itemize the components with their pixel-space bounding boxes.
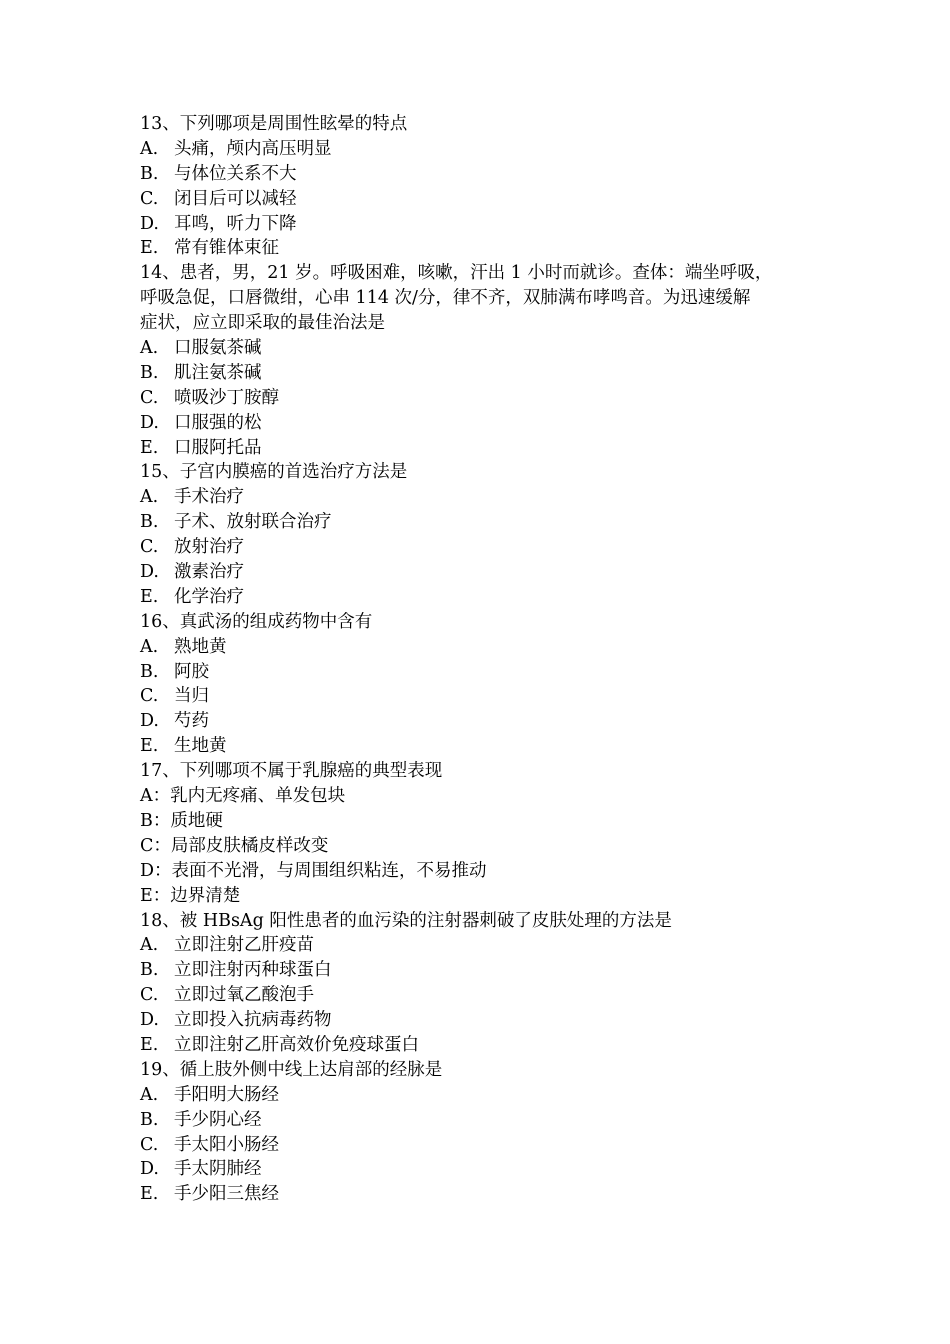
option-text: 立即过氧乙酸泡手 bbox=[174, 985, 314, 1006]
question-block bbox=[140, 460, 820, 609]
answer-option bbox=[140, 734, 820, 759]
option-text: 立即注射丙种球蛋白 bbox=[174, 960, 332, 981]
option-text: 立即注射乙肝高效价免疫球蛋白 bbox=[174, 1034, 419, 1055]
answer-option bbox=[140, 834, 820, 859]
answer-option bbox=[140, 933, 820, 958]
option-text: 口服阿托品 bbox=[174, 437, 262, 458]
option-text: 肌注氨茶碱 bbox=[174, 362, 262, 383]
option-letter: B. bbox=[140, 362, 159, 383]
answer-option bbox=[140, 485, 820, 510]
option-text: 手太阴肺经 bbox=[174, 1159, 262, 1180]
answer-option bbox=[140, 635, 820, 660]
question-block bbox=[140, 759, 820, 908]
option-letter: C. bbox=[140, 985, 159, 1006]
option-letter: B. bbox=[140, 1109, 159, 1130]
answer-option bbox=[140, 137, 820, 162]
answer-option bbox=[140, 784, 820, 809]
answer-option bbox=[140, 411, 820, 436]
option-text: 质地硬 bbox=[170, 810, 223, 831]
option-letter: A. bbox=[140, 1084, 159, 1105]
option-letter: E. bbox=[140, 586, 159, 607]
answer-option bbox=[140, 958, 820, 983]
question-stem-line: 症状，应立即采取的最佳治法是 bbox=[140, 313, 385, 334]
option-letter: B. bbox=[140, 163, 159, 184]
option-letter: B. bbox=[140, 960, 159, 981]
option-text: 子术、放射联合治疗 bbox=[174, 512, 332, 533]
option-text: 阿胶 bbox=[174, 661, 209, 682]
option-text: 表面不光滑，与周围组织粘连，不易推动 bbox=[171, 860, 487, 881]
option-letter: D： bbox=[140, 860, 172, 881]
option-text: 手术治疗 bbox=[174, 487, 244, 508]
option-text: 手太阳小肠经 bbox=[174, 1134, 279, 1155]
answer-option bbox=[140, 684, 820, 709]
option-text: 与体位关系不大 bbox=[174, 163, 297, 184]
question-block bbox=[140, 1058, 820, 1207]
answer-option bbox=[140, 1033, 820, 1058]
answer-option bbox=[140, 1083, 820, 1108]
option-text: 耳鸣，听力下降 bbox=[174, 213, 297, 234]
option-letter: A： bbox=[140, 786, 171, 807]
answer-option bbox=[140, 560, 820, 585]
answer-option bbox=[140, 884, 820, 909]
answer-option bbox=[140, 660, 820, 685]
option-letter: A. bbox=[140, 338, 159, 359]
answer-option bbox=[140, 1133, 820, 1158]
answer-option bbox=[140, 212, 820, 237]
option-letter: E. bbox=[140, 1184, 159, 1205]
option-text: 口服强的松 bbox=[174, 412, 262, 433]
option-letter: D. bbox=[140, 412, 159, 433]
answer-option bbox=[140, 236, 820, 261]
answer-option bbox=[140, 983, 820, 1008]
option-letter: D. bbox=[140, 1159, 159, 1180]
option-text: 边界清楚 bbox=[170, 885, 241, 906]
option-letter: E. bbox=[140, 736, 159, 757]
option-text: 局部皮肤橘皮样改变 bbox=[170, 835, 329, 856]
option-letter: C. bbox=[140, 537, 159, 558]
answer-option bbox=[140, 336, 820, 361]
answer-option bbox=[140, 859, 820, 884]
question-block bbox=[140, 610, 820, 759]
option-letter: E： bbox=[140, 885, 171, 906]
option-letter: C. bbox=[140, 387, 159, 408]
option-text: 放射治疗 bbox=[174, 537, 244, 558]
option-letter: A. bbox=[140, 138, 159, 159]
answer-option bbox=[140, 510, 820, 535]
question-stem-line: 14、患者，男，21 岁。呼吸困难，咳嗽，汗出 1 小时而就诊。查体：端坐呼吸， bbox=[140, 263, 773, 284]
option-letter: C. bbox=[140, 1134, 159, 1155]
option-letter: A. bbox=[140, 935, 159, 956]
answer-option bbox=[140, 585, 820, 610]
option-letter: A. bbox=[140, 636, 159, 657]
question-stem-line: 19、循上肢外侧中线上达肩部的经脉是 bbox=[140, 1059, 443, 1080]
option-text: 熟地黄 bbox=[174, 636, 227, 657]
option-text: 手少阳三焦经 bbox=[174, 1184, 279, 1205]
answer-option bbox=[140, 162, 820, 187]
option-letter: E. bbox=[140, 1034, 159, 1055]
option-letter: E. bbox=[140, 437, 159, 458]
option-text: 口服氨茶碱 bbox=[174, 338, 262, 359]
question-stem-line: 呼吸急促，口唇微绀，心串 114 次/分，律不齐，双肺满布哮鸣音。为迅速缓解 bbox=[140, 288, 751, 309]
option-text: 喷吸沙丁胺醇 bbox=[174, 387, 279, 408]
option-letter: D. bbox=[140, 1010, 159, 1031]
option-text: 闭目后可以减轻 bbox=[174, 188, 297, 209]
option-text: 手少阴心经 bbox=[174, 1109, 262, 1130]
option-text: 生地黄 bbox=[174, 736, 227, 757]
document-page bbox=[140, 112, 820, 1207]
option-letter: D. bbox=[140, 213, 159, 234]
option-letter: D. bbox=[140, 562, 159, 583]
question-stem-line: 18、被 HBsAg 阳性患者的血污染的注射器刺破了皮肤处理的方法是 bbox=[140, 910, 672, 931]
question-stem-line: 16、真武汤的组成药物中含有 bbox=[140, 611, 373, 632]
question-stem-line: 17、下列哪项不属于乳腺癌的典型表现 bbox=[140, 761, 443, 782]
option-letter: C. bbox=[140, 188, 159, 209]
option-letter: C： bbox=[140, 835, 171, 856]
option-letter: B. bbox=[140, 512, 159, 533]
option-text: 常有锥体束征 bbox=[174, 238, 279, 259]
answer-option bbox=[140, 809, 820, 834]
question-stem-line: 13、下列哪项是周围性眩晕的特点 bbox=[140, 114, 408, 134]
option-text: 当归 bbox=[174, 686, 209, 707]
option-text: 化学治疗 bbox=[174, 586, 244, 607]
option-letter: D. bbox=[140, 711, 159, 732]
answer-option bbox=[140, 535, 820, 560]
option-letter: A. bbox=[140, 487, 159, 508]
option-text: 手阳明大肠经 bbox=[174, 1084, 279, 1105]
option-text: 立即投入抗病毒药物 bbox=[174, 1010, 332, 1031]
answer-option bbox=[140, 187, 820, 212]
answer-option bbox=[140, 709, 820, 734]
option-text: 乳内无疼痛、单发包块 bbox=[170, 786, 346, 807]
answer-option bbox=[140, 1157, 820, 1182]
answer-option bbox=[140, 1108, 820, 1133]
answer-option bbox=[140, 1182, 820, 1207]
question-stem-line: 15、子宫内膜癌的首选治疗方法是 bbox=[140, 462, 408, 483]
option-text: 头痛，颅内高压明显 bbox=[174, 138, 332, 159]
option-text: 芍药 bbox=[174, 711, 209, 732]
option-letter: B. bbox=[140, 661, 159, 682]
answer-option bbox=[140, 436, 820, 461]
option-text: 激素治疗 bbox=[174, 562, 244, 583]
option-letter: C. bbox=[140, 686, 159, 707]
option-letter: B： bbox=[140, 810, 171, 831]
question-block bbox=[140, 261, 820, 460]
option-letter: E. bbox=[140, 238, 159, 259]
answer-option bbox=[140, 386, 820, 411]
answer-option bbox=[140, 1008, 820, 1033]
answer-option bbox=[140, 361, 820, 386]
question-block bbox=[140, 909, 820, 1058]
question-block bbox=[140, 112, 820, 261]
option-text: 立即注射乙肝疫苗 bbox=[174, 935, 314, 956]
